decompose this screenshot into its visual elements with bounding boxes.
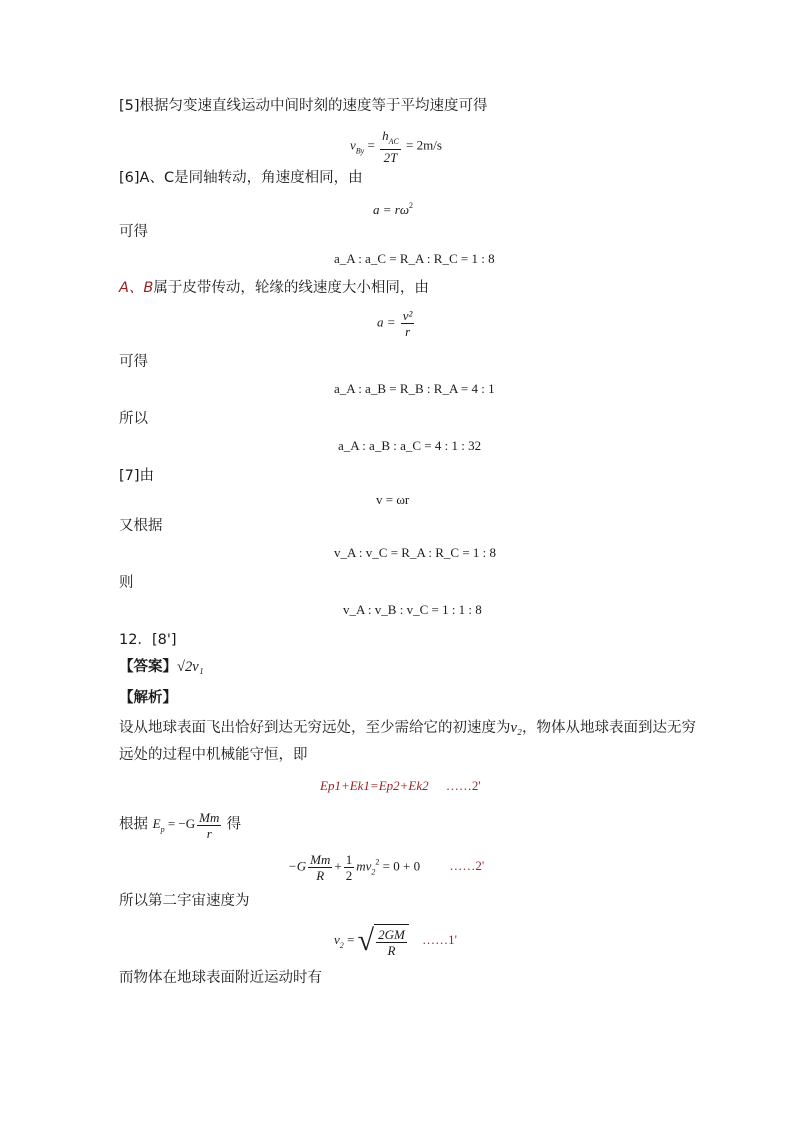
- answer-label: 【答案】: [119, 659, 177, 675]
- formula-ac-ratio: a_A : a_C = R_A : R_C = 1 : 8: [334, 251, 495, 266]
- formula-a-v2r: a = $\frac{\text{v²}}{r}$: [377, 308, 413, 339]
- formula-accel: $a = r\omega^2$: [373, 201, 414, 217]
- answer-value: √2v₁: [177, 659, 204, 675]
- text-suoyi-2: 所以第二宇宙速度为: [119, 893, 250, 909]
- formula-vb: $v_{By}$ = $\frac{h_{AC}}{2T}$ = 2m/s: [350, 128, 442, 165]
- formula-energy-conservation: Ep1+Ek1=Ep2+Ek2 ……2': [320, 778, 481, 793]
- text-paragraph-2: 远处的过程中机械能守恒，即: [119, 747, 308, 763]
- text-last-line: 而物体在地球表面附近运动时有: [119, 970, 322, 986]
- formula-vabc-ratio: v_A : v_B : v_C = 1 : 1 : 8: [343, 602, 482, 617]
- analysis-label: 【解析】: [119, 690, 177, 706]
- formula-v-omega-r: v = ωr: [376, 492, 410, 507]
- text-line-7: [7]由: [119, 468, 155, 484]
- formula-v2-escape: $v_2$ = √ $\frac{2GM}{R}$ ……1': [334, 924, 457, 958]
- text-kede-2: 可得: [119, 354, 148, 370]
- text-line-6: [6]A、C是同轴转动，角速度相同，由: [119, 170, 363, 186]
- question-12-label: 12．[8']: [119, 632, 177, 648]
- text-yougenju: 又根据: [119, 518, 163, 534]
- text-line-5: [5]根据匀变速直线运动中间时刻的速度等于平均速度可得: [119, 98, 488, 114]
- answer-row: [119, 657, 204, 677]
- text-ze: 则: [119, 575, 134, 591]
- text-kede-1: 可得: [119, 224, 148, 240]
- formula-energy-2: −G $\frac{Mm}{R}$ + $\frac{1}{2}$ $mv_2^2 = 0 + 0$ ……2': [288, 852, 485, 883]
- text-suoyi-1: 所以: [119, 411, 148, 427]
- formula-vac-ratio: v_A : v_C = R_A : R_C = 1 : 8: [334, 545, 497, 560]
- text-ab-belt: A、B属于皮带传动，轮缘的线速度大小相同，由: [119, 280, 429, 296]
- text-paragraph-1: 设从地球表面飞出恰好到达无穷远处，至少需给它的初速度为v₂，物体从地球表面到达无穷: [119, 720, 696, 736]
- formula-abc-ratio: a_A : a_B : a_C = 4 : 1 : 32: [338, 438, 482, 453]
- formula-ab-ratio: a_A : a_B = R_B : R_A = 4 : 1: [334, 381, 495, 396]
- text-genju: 根据 $E_p = -G$ $\frac{Mm}{r}$ 得: [119, 810, 242, 841]
